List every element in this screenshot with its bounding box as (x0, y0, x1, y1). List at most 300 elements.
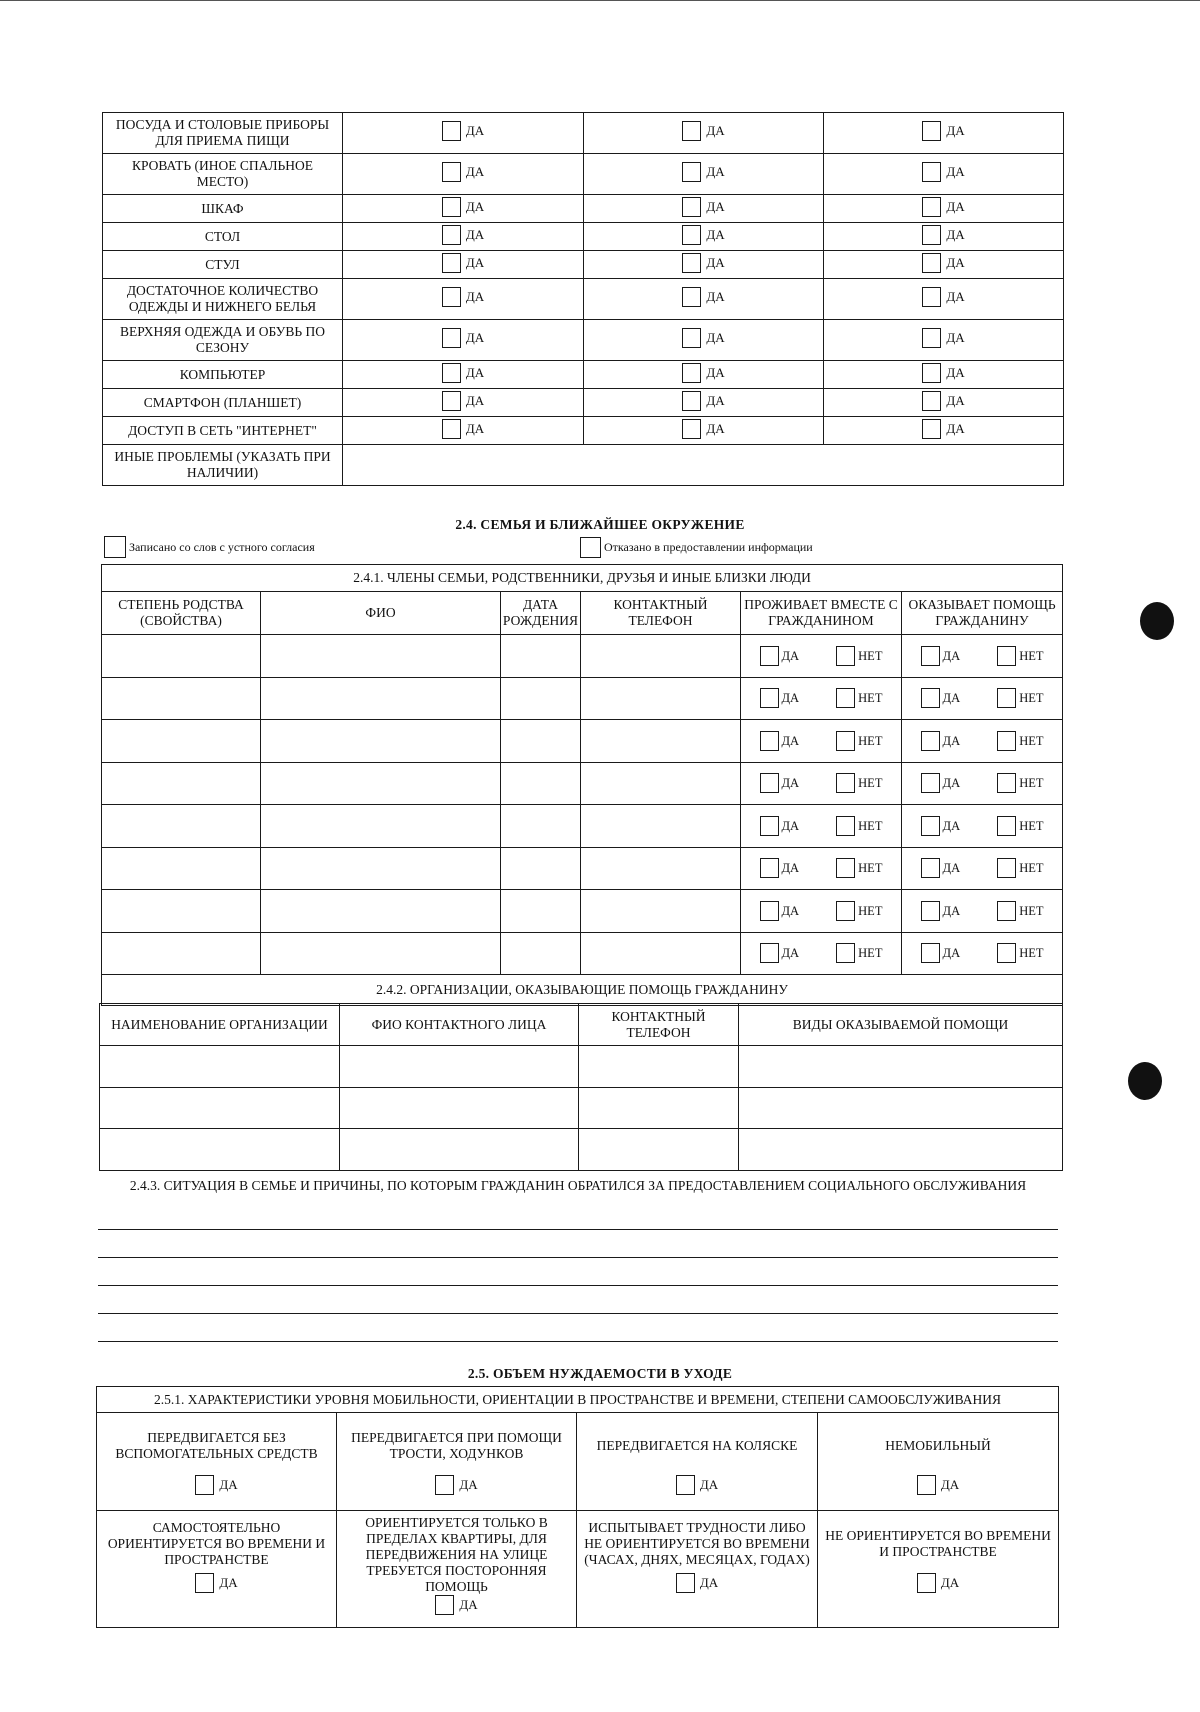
phone-field[interactable] (581, 805, 741, 848)
yes-option[interactable] (921, 858, 961, 878)
section-2-4-title: 2.4. СЕМЬЯ И БЛИЖАЙШЕЕ ОКРУЖЕНИЕ (455, 517, 745, 532)
household-item-row (103, 389, 1064, 417)
no-checkbox[interactable] (997, 773, 1016, 793)
no-label: НЕТ (1019, 903, 1044, 918)
yes-checkbox[interactable] (442, 225, 461, 245)
lives-together-cell (741, 932, 902, 975)
orientation-option (577, 1511, 818, 1628)
yes-checkbox[interactable] (682, 197, 701, 217)
yes-label: ДА (706, 123, 725, 138)
relation-field[interactable] (102, 677, 261, 720)
column-3-yes[interactable] (824, 361, 1064, 389)
orientation-option (818, 1511, 1059, 1628)
yes-checkbox[interactable] (676, 1475, 695, 1495)
yes-label: ДА (942, 861, 961, 876)
column-1-yes[interactable] (343, 251, 584, 279)
yes-checkbox[interactable] (922, 328, 941, 348)
relation-field[interactable] (102, 890, 261, 933)
yes-label: ДА (465, 254, 485, 270)
household-item-row (103, 417, 1064, 445)
yes-checkbox[interactable] (921, 858, 940, 878)
no-option[interactable] (997, 943, 1043, 963)
no-option[interactable] (997, 646, 1043, 666)
yes-option[interactable] (921, 731, 961, 751)
yes-checkbox[interactable] (760, 731, 779, 751)
phone-field[interactable] (581, 677, 741, 720)
household-item-row (103, 279, 1064, 320)
lives-together-cell (741, 720, 902, 763)
yes-checkbox[interactable] (442, 253, 461, 273)
org-phone-field[interactable] (579, 1129, 739, 1171)
option-label: ОРИЕНТИРУЕТСЯ ТОЛЬКО В ПРЕДЕЛАХ КВАРТИРЫ, ДЛЯ ПЕРЕДВИЖЕНИЯ НА УЛИЦЕ ТРЕБУЕТСЯ ПОСТОРОННЯЯ ПОМОЩЬ (365, 1515, 548, 1594)
yes-checkbox[interactable] (682, 391, 701, 411)
yes-label: ДА (942, 776, 961, 791)
yes-checkbox[interactable] (435, 1475, 454, 1495)
household-item-row (103, 320, 1064, 361)
yes-label: ДА (459, 1597, 478, 1612)
phone-field[interactable] (581, 890, 741, 933)
column-1-yes[interactable] (343, 389, 584, 417)
yes-checkbox[interactable] (760, 901, 779, 921)
no-label: НЕТ (1019, 946, 1044, 961)
yes-label: ДА (706, 164, 725, 179)
no-label: НЕТ (858, 733, 883, 748)
yes-checkbox[interactable] (760, 646, 779, 666)
full-name-field[interactable] (261, 635, 501, 678)
organizations-table (99, 1003, 1063, 1171)
yes-checkbox[interactable] (682, 121, 701, 141)
org-contact-field[interactable] (340, 1046, 579, 1088)
yes-checkbox[interactable] (435, 1595, 454, 1615)
org-phone-field[interactable] (579, 1046, 739, 1088)
provides-help-cell (902, 762, 1063, 805)
no-option[interactable] (997, 816, 1043, 836)
birth-date-field[interactable] (501, 847, 581, 890)
yes-label: ДА (942, 903, 961, 918)
column-3-yes[interactable] (824, 320, 1064, 361)
mobility-subsection-title: 2.5.1. ХАРАКТЕРИСТИКИ УРОВНЯ МОБИЛЬНОСТИ, ОРИЕНТАЦИИ В ПРОСТРАНСТВЕ И ВРЕМЕНИ, СТЕПЕНИ САМООБСЛУЖИВАНИЯ (97, 1387, 1059, 1413)
column-1-yes[interactable] (343, 195, 584, 223)
column-2-yes[interactable] (584, 113, 824, 154)
full-name-field[interactable] (261, 762, 501, 805)
provides-help-cell (902, 847, 1063, 890)
yes-checkbox[interactable] (442, 391, 461, 411)
column-3-yes[interactable] (824, 195, 1064, 223)
column-2-yes[interactable] (584, 361, 824, 389)
yes-checkbox[interactable] (922, 162, 941, 182)
column-2-yes[interactable] (584, 320, 824, 361)
no-label: НЕТ (858, 691, 883, 706)
situation-line-4[interactable] (98, 1313, 1058, 1314)
yes-label: ДА (699, 1575, 719, 1590)
option-label: НЕ ОРИЕНТИРУЕТСЯ ВО ВРЕМЕНИ И ПРОСТРАНСТВЕ (825, 1528, 1051, 1559)
lives-together-cell (741, 847, 902, 890)
yes-checkbox[interactable] (922, 419, 941, 439)
lives-together-cell (741, 890, 902, 933)
yes-checkbox[interactable] (682, 419, 701, 439)
family-member-row (102, 720, 1063, 763)
yes-label: ДА (781, 691, 800, 706)
column-2-yes[interactable] (584, 251, 824, 279)
yes-label: ДА (706, 420, 725, 436)
no-checkbox[interactable] (997, 943, 1016, 963)
no-label: НЕТ (858, 818, 883, 833)
yes-checkbox[interactable] (682, 363, 701, 383)
situation-line-1[interactable] (98, 1229, 1058, 1230)
yes-option[interactable] (760, 646, 800, 666)
column-3-yes[interactable] (824, 113, 1064, 154)
provides-help-cell (902, 677, 1063, 720)
birth-date-field[interactable] (501, 720, 581, 763)
yes-checkbox[interactable] (917, 1573, 936, 1593)
yes-option[interactable] (921, 901, 961, 921)
column-2-yes[interactable] (584, 223, 824, 251)
column-3-yes[interactable] (824, 417, 1064, 445)
yes-checkbox[interactable] (922, 197, 941, 217)
recorded-consent-option[interactable] (104, 536, 315, 558)
org-name-field[interactable] (100, 1046, 340, 1088)
full-name-field[interactable] (261, 677, 501, 720)
family-header-0: СТЕПЕНЬ РОДСТВА (СВОЙСТВА) (102, 592, 261, 635)
no-option[interactable] (836, 816, 882, 836)
birth-date-field[interactable] (501, 762, 581, 805)
yes-option[interactable] (921, 816, 961, 836)
yes-label: ДА (219, 1575, 238, 1590)
yes-checkbox[interactable] (195, 1573, 214, 1593)
family-member-row (102, 847, 1063, 890)
column-3-yes[interactable] (824, 389, 1064, 417)
no-checkbox[interactable] (997, 731, 1016, 751)
no-checkbox[interactable] (836, 901, 855, 921)
option-label: ПЕРЕДВИГАЕТСЯ ПРИ ПОМОЩИ ТРОСТИ, ХОДУНКОВ (351, 1430, 562, 1461)
yes-label: ДА (781, 776, 800, 791)
page-top-edge (0, 0, 1200, 1)
yes-checkbox[interactable] (917, 1475, 936, 1495)
yes-label: ДА (946, 289, 965, 304)
column-2-yes[interactable] (584, 417, 824, 445)
no-checkbox[interactable] (836, 731, 855, 751)
refused-info-checkbox[interactable] (580, 537, 601, 558)
yes-checkbox[interactable] (442, 419, 461, 439)
yes-checkbox[interactable] (921, 731, 940, 751)
yes-label: ДА (942, 818, 961, 833)
column-2-yes[interactable] (584, 389, 824, 417)
column-3-yes[interactable] (824, 223, 1064, 251)
yes-label: ДА (946, 164, 965, 179)
birth-date-field[interactable] (501, 635, 581, 678)
yes-option[interactable] (760, 943, 800, 963)
no-checkbox[interactable] (836, 646, 855, 666)
yes-checkbox[interactable] (442, 197, 461, 217)
yes-label: ДА (465, 226, 485, 242)
orientation-option (97, 1511, 337, 1628)
yes-label: ДА (946, 254, 965, 270)
no-option[interactable] (836, 858, 882, 878)
option-label: ИСПЫТЫВАЕТ ТРУДНОСТИ ЛИБО НЕ ОРИЕНТИРУЕТСЯ ВО ВРЕМЕНИ (ЧАСАХ, ДНЯХ, МЕСЯЦАХ, ГОДАХ) (584, 1520, 810, 1567)
lives-together-cell (741, 677, 902, 720)
column-1-yes[interactable] (343, 223, 584, 251)
no-checkbox[interactable] (997, 901, 1016, 921)
provides-help-cell (902, 635, 1063, 678)
other-problems-label: ИНЫЕ ПРОБЛЕМЫ (УКАЗАТЬ ПРИ НАЛИЧИИ) (103, 445, 343, 486)
column-3-yes[interactable] (824, 251, 1064, 279)
relation-field[interactable] (102, 635, 261, 678)
mobility-option (577, 1413, 818, 1511)
yes-label: ДА (942, 648, 961, 663)
yes-label: ДА (465, 420, 485, 436)
yes-label: ДА (942, 733, 961, 748)
org-phone-field[interactable] (579, 1087, 739, 1129)
household-item-label: ПОСУДА И СТОЛОВЫЕ ПРИБОРЫ ДЛЯ ПРИЕМА ПИЩИ (103, 113, 343, 154)
yes-checkbox[interactable] (921, 943, 940, 963)
household-item-row (103, 223, 1064, 251)
yes-label: ДА (942, 946, 961, 961)
yes-checkbox[interactable] (921, 901, 940, 921)
yes-checkbox[interactable] (921, 688, 940, 708)
yes-label: ДА (706, 392, 725, 408)
org-name-field[interactable] (100, 1087, 340, 1129)
yes-checkbox[interactable] (195, 1475, 214, 1495)
yes-checkbox[interactable] (921, 646, 940, 666)
yes-label: ДА (706, 289, 725, 304)
no-label: НЕТ (1019, 648, 1044, 663)
no-checkbox[interactable] (836, 773, 855, 793)
no-option[interactable] (836, 901, 882, 921)
yes-label: ДА (781, 818, 800, 833)
yes-label: ДА (940, 1477, 960, 1492)
no-checkbox[interactable] (836, 688, 855, 708)
relation-field[interactable] (102, 932, 261, 975)
mobility-option (818, 1413, 1059, 1511)
family-header-1: ФИО (261, 592, 501, 635)
household-item-label: ДОСТАТОЧНОЕ КОЛИЧЕСТВО ОДЕЖДЫ И НИЖНЕГО БЕЛЬЯ (103, 279, 343, 320)
refused-info-label: Отказано в предоставлении информации (604, 540, 813, 554)
situation-line-2[interactable] (98, 1257, 1058, 1258)
yes-checkbox[interactable] (760, 943, 779, 963)
yes-option[interactable] (760, 773, 800, 793)
yes-label: ДА (465, 289, 485, 304)
phone-field[interactable] (581, 720, 741, 763)
organization-row (100, 1129, 1063, 1171)
family-member-row (102, 635, 1063, 678)
column-2-yes[interactable] (584, 154, 824, 195)
no-checkbox[interactable] (836, 858, 855, 878)
no-option[interactable] (836, 731, 882, 751)
no-option[interactable] (836, 646, 882, 666)
no-label: НЕТ (1019, 691, 1044, 706)
household-item-label: КОМПЬЮТЕР (103, 361, 343, 389)
yes-checkbox[interactable] (682, 162, 701, 182)
option-label: ПЕРЕДВИГАЕТСЯ НА КОЛЯСКЕ (596, 1438, 798, 1453)
yes-label: ДА (946, 198, 965, 214)
yes-label: ДА (465, 330, 485, 345)
no-checkbox[interactable] (997, 858, 1016, 878)
yes-checkbox[interactable] (921, 816, 940, 836)
org-contact-field[interactable] (340, 1129, 579, 1171)
org-help-field[interactable] (739, 1087, 1063, 1129)
refused-info-option[interactable] (580, 537, 813, 558)
section-2-5-title: 2.5. ОБЪЕМ НУЖДАЕМОСТИ В УХОДЕ (467, 1366, 733, 1381)
yes-checkbox[interactable] (760, 773, 779, 793)
column-3-yes[interactable] (824, 279, 1064, 320)
family-situation-title: 2.4.3. СИТУАЦИЯ В СЕМЬЕ И ПРИЧИНЫ, ПО КОТОРЫМ ГРАЖДАНИН ОБРАТИЛСЯ ЗА ПРЕДОСТАВЛЕНИЕМ СОЦИАЛЬНОГО ОБСЛУЖИВАНИЯ (129, 1178, 1027, 1193)
no-checkbox[interactable] (997, 816, 1016, 836)
birth-date-field[interactable] (501, 890, 581, 933)
column-2-yes[interactable] (584, 195, 824, 223)
yes-checkbox[interactable] (760, 688, 779, 708)
mobility-table (96, 1386, 1059, 1628)
no-option[interactable] (997, 858, 1043, 878)
yes-checkbox[interactable] (760, 858, 779, 878)
recorded-consent-label: Записано со слов с устного согласия (129, 539, 315, 554)
full-name-field[interactable] (261, 805, 501, 848)
yes-checkbox[interactable] (760, 816, 779, 836)
orientation-option (337, 1511, 577, 1628)
other-problems-field[interactable] (343, 445, 1064, 486)
org-header-1: ФИО КОНТАКТНОГО ЛИЦА (340, 1004, 579, 1046)
yes-option[interactable] (921, 646, 961, 666)
option-label: НЕМОБИЛЬНЫЙ (885, 1438, 991, 1453)
yes-label: ДА (706, 254, 725, 270)
yes-label: ДА (946, 123, 965, 138)
column-1-yes[interactable] (343, 154, 584, 195)
yes-checkbox[interactable] (676, 1573, 695, 1593)
relation-field[interactable] (102, 847, 261, 890)
punch-hole (1128, 1062, 1162, 1100)
full-name-field[interactable] (261, 890, 501, 933)
relation-field[interactable] (102, 762, 261, 805)
full-name-field[interactable] (261, 847, 501, 890)
yes-label: ДА (706, 226, 725, 242)
yes-checkbox[interactable] (921, 773, 940, 793)
yes-checkbox[interactable] (922, 121, 941, 141)
column-1-yes[interactable] (343, 113, 584, 154)
birth-date-field[interactable] (501, 932, 581, 975)
birth-date-field[interactable] (501, 677, 581, 720)
org-header-0: НАИМЕНОВАНИЕ ОРГАНИЗАЦИИ (100, 1004, 340, 1046)
org-header-3: ВИДЫ ОКАЗЫВАЕМОЙ ПОМОЩИ (739, 1004, 1063, 1046)
no-option[interactable] (836, 943, 882, 963)
org-help-field[interactable] (739, 1046, 1063, 1088)
yes-checkbox[interactable] (442, 328, 461, 348)
yes-checkbox[interactable] (682, 253, 701, 273)
birth-date-field[interactable] (501, 805, 581, 848)
situation-line-5[interactable] (98, 1341, 1058, 1342)
no-label: НЕТ (858, 776, 883, 791)
no-option[interactable] (836, 773, 882, 793)
yes-checkbox[interactable] (682, 225, 701, 245)
family-header-4: ПРОЖИВАЕТ ВМЕСТЕ С ГРАЖДАНИНОМ (741, 592, 902, 635)
column-1-yes[interactable] (343, 320, 584, 361)
family-members-table (101, 564, 1063, 1006)
family-member-row (102, 762, 1063, 805)
yes-label: ДА (465, 123, 485, 138)
yes-option[interactable] (760, 816, 800, 836)
yes-checkbox[interactable] (682, 328, 701, 348)
no-option[interactable] (997, 688, 1043, 708)
phone-field[interactable] (581, 932, 741, 975)
no-checkbox[interactable] (836, 943, 855, 963)
yes-option[interactable] (921, 943, 961, 963)
recorded-consent-checkbox[interactable] (104, 536, 126, 558)
family-member-row (102, 932, 1063, 975)
yes-checkbox[interactable] (922, 253, 941, 273)
no-checkbox[interactable] (997, 688, 1016, 708)
household-item-label: СТУЛ (103, 251, 343, 279)
household-item-label: СМАРТФОН (ПЛАНШЕТ) (103, 389, 343, 417)
column-1-yes[interactable] (343, 279, 584, 320)
no-checkbox[interactable] (836, 816, 855, 836)
yes-option[interactable] (760, 901, 800, 921)
yes-option[interactable] (760, 731, 800, 751)
full-name-field[interactable] (261, 932, 501, 975)
yes-label: ДА (706, 198, 725, 214)
option-label: ПЕРЕДВИГАЕТСЯ БЕЗ ВСПОМОГАТЕЛЬНЫХ СРЕДСТВ (115, 1430, 318, 1461)
yes-option[interactable] (921, 688, 961, 708)
phone-field[interactable] (581, 635, 741, 678)
yes-checkbox[interactable] (682, 287, 701, 307)
org-help-field[interactable] (739, 1129, 1063, 1171)
no-option[interactable] (997, 731, 1043, 751)
yes-checkbox[interactable] (442, 162, 461, 182)
yes-checkbox[interactable] (442, 121, 461, 141)
yes-checkbox[interactable] (442, 363, 461, 383)
yes-label: ДА (781, 946, 800, 961)
yes-option[interactable] (760, 858, 800, 878)
phone-field[interactable] (581, 762, 741, 805)
situation-line-3[interactable] (98, 1285, 1058, 1286)
yes-option[interactable] (921, 773, 961, 793)
column-3-yes[interactable] (824, 154, 1064, 195)
household-item-label: ДОСТУП В СЕТЬ "ИНТЕРНЕТ" (103, 417, 343, 445)
no-label: НЕТ (858, 903, 883, 918)
no-option[interactable] (997, 901, 1043, 921)
family-header-3: КОНТАКТНЫЙ ТЕЛЕФОН (581, 592, 741, 635)
org-name-field[interactable] (100, 1129, 340, 1171)
column-1-yes[interactable] (343, 417, 584, 445)
yes-checkbox[interactable] (922, 391, 941, 411)
yes-label: ДА (781, 648, 800, 663)
yes-checkbox[interactable] (922, 287, 941, 307)
yes-checkbox[interactable] (922, 225, 941, 245)
yes-checkbox[interactable] (922, 363, 941, 383)
yes-label: ДА (946, 364, 965, 380)
yes-label: ДА (946, 392, 965, 408)
no-option[interactable] (997, 773, 1043, 793)
provides-help-cell (902, 720, 1063, 763)
family-subsection-title: 2.4.1. ЧЛЕНЫ СЕМЬИ, РОДСТВЕННИКИ, ДРУЗЬЯ И ИНЫЕ БЛИЗКИ ЛЮДИ (102, 565, 1063, 592)
family-member-row (102, 805, 1063, 848)
yes-option[interactable] (760, 688, 800, 708)
no-label: НЕТ (858, 648, 883, 663)
no-checkbox[interactable] (997, 646, 1016, 666)
org-contact-field[interactable] (340, 1087, 579, 1129)
yes-label: ДА (219, 1477, 238, 1492)
full-name-field[interactable] (261, 720, 501, 763)
no-label: НЕТ (1019, 776, 1044, 791)
no-option[interactable] (836, 688, 882, 708)
yes-label: ДА (706, 330, 725, 345)
column-2-yes[interactable] (584, 279, 824, 320)
relation-field[interactable] (102, 805, 261, 848)
phone-field[interactable] (581, 847, 741, 890)
yes-checkbox[interactable] (442, 287, 461, 307)
punch-hole (1140, 602, 1174, 640)
organization-row (100, 1046, 1063, 1088)
family-member-row (102, 890, 1063, 933)
relation-field[interactable] (102, 720, 261, 763)
column-1-yes[interactable] (343, 361, 584, 389)
